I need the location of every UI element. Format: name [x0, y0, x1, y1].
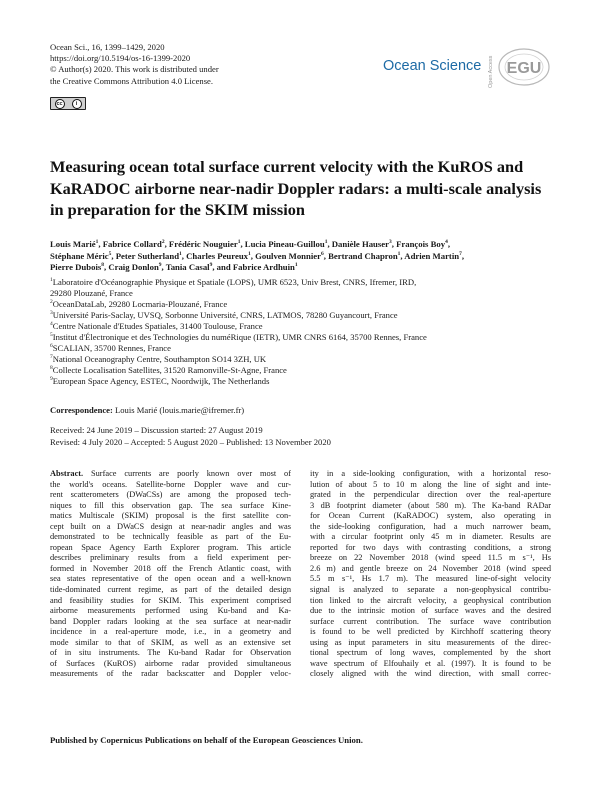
abstract-line: wave spectrum of Elfouhaily et al. (1997). It is found to be	[310, 658, 551, 668]
abstract-line: 3 dB footprint diameter (about 580 m). The Ka-band RADar	[310, 500, 551, 510]
author-list	[50, 239, 550, 274]
abstract-line: airborne measurements performed using Ku-band and Ka-	[50, 606, 291, 616]
affiliation: $^8$Collecte Localisation Satellites, 31520 Ramonville-St-Agne, France	[50, 365, 287, 375]
author: Louis Marié$^1$,	[50, 239, 103, 249]
author: Danièle Hauser$^3$,	[331, 239, 397, 249]
abstract-line: breeze on 22 November 2018 (wind speed 11.5 m s⁻¹, Hs	[310, 553, 551, 563]
author: Bertrand Chapron$^1$,	[328, 250, 405, 261]
abstract-line: sea states representative of the open ocean and a well-known	[50, 574, 291, 584]
abstract-line: mode similar to that of SKIM, as well as an extensive set	[50, 637, 291, 647]
affiliation: $^1$Laboratoire d'Océanographie Physique et Spatiale (LOPS), UMR 6523, Univ Brest, CNRS, Ifremer, IRD,	[50, 277, 417, 287]
author: Fabrice Collard$^2$,	[102, 239, 169, 249]
received-date-line: Received: 24 June 2019 – Discussion started: 27 August 2019	[50, 425, 263, 435]
abstract-line: of in situ instruments. The Ku-band Radar for Observation	[50, 648, 291, 658]
abstract-line: formed in November 2018 off the French Atlantic coast, with	[50, 563, 291, 573]
publisher-footer: Published by Copernicus Publications on behalf of the European Geosciences Union.	[50, 735, 363, 745]
abstract-line: matics Multiscale (SKIM) proposal is the first satellite con-	[50, 511, 291, 521]
cc-icon: cc	[56, 100, 63, 107]
author: and Fabrice Ardhuin$^1$	[216, 262, 298, 273]
author: Goulven Monnier$^6$,	[255, 250, 329, 261]
abstract-line: for Ocean Current (KaRADOC) system, also operating in	[310, 511, 551, 521]
affiliation: $^4$Centre Nationale d'Etudes Spatiales, 31400 Toulouse, France	[50, 321, 263, 331]
abstract-line: signal is analyzed to separate a non-geophysical contribu-	[310, 585, 551, 595]
author: Peter Sutherland$^1$,	[115, 250, 187, 261]
abstract-line: is found to be well predicted by Kirchhoff scattering theory	[310, 627, 551, 637]
author: Stéphane Méric$^5$,	[50, 250, 116, 261]
author: Frédéric Nouguier$^1$,	[168, 239, 245, 249]
doi-link[interactable]: https://doi.org/10.5194/os-16-1399-2020	[50, 53, 191, 64]
author: Tania Casal$^9$,	[165, 262, 217, 273]
publication-dates	[50, 425, 331, 448]
affiliation: $^6$SCALIAN, 35700 Rennes, France	[50, 343, 171, 353]
abstract-line: reported for two days with contrasting conditions, a strong	[310, 542, 551, 552]
abstract-line: tide-dominated current regime, as part of the detailed design	[50, 585, 291, 595]
author: Craig Donlon$^9$,	[108, 262, 166, 273]
egu-logo-icon	[498, 48, 550, 86]
abstract-line: 5.5 m s⁻¹, Hs 1.7 m). The measured line-of-sight velocity	[310, 574, 551, 584]
affiliations	[50, 277, 550, 387]
abstract-line: demonstrated to be technically feasible as part of the Eu-	[50, 532, 291, 542]
abstract-line: ity in a side-looking configuration, with a horizontal reso-	[310, 469, 551, 478]
copyright-line: © Author(s) 2020. This work is distributed under	[50, 64, 219, 75]
abstract-line: of Surfaces (KuROS) airborne radar provided simultaneous	[50, 658, 291, 668]
abstract-line: describes preliminary results from a field experiment per-	[50, 553, 291, 563]
abstract-line: using as input parameters in situ measurements of the direc-	[310, 637, 551, 647]
author: Lucia Pineau-Guillou$^1$,	[244, 239, 332, 249]
license-line: the Creative Commons Attribution 4.0 License.	[50, 75, 214, 86]
correspondence-label: Correspondence:	[50, 405, 113, 415]
abstract-line: due to the intrinsic motion of surface waves and the desired	[310, 606, 551, 616]
paper-title: Measuring ocean total surface current velocity with the KuROS and KaRADOC airborne near-nadir Doppler radars: a multi-scale analysis in preparation for the SKIM mission	[50, 157, 542, 219]
abstract-line: Abstract. Surface currents are poorly known over most of	[50, 469, 291, 478]
affiliation: $^9$European Space Agency, ESTEC, Noordwijk, The Netherlands	[50, 376, 270, 386]
abstract-line: grated in the perpendicular direction over the real-aperture	[310, 490, 551, 500]
abstract-line: ropean Space Agency Earth Explorer program. This article	[50, 542, 291, 552]
correspondence	[50, 405, 244, 415]
abstract-line: band Doppler radars looking at the sea surface at near-nadir	[50, 616, 291, 626]
author: Pierre Dubois$^8$,	[50, 262, 109, 273]
abstract-line: tion linked to the aircraft velocity, a geophysical contribution	[310, 595, 551, 605]
article-metadata	[50, 42, 219, 87]
abstract-line: with a circular footprint only 45 m in diameter. Results are	[310, 532, 551, 542]
author: Charles Peureux$^1$,	[186, 250, 256, 261]
open-access-label: Open Access	[488, 55, 494, 89]
affiliation: $^7$National Oceanography Centre, Southampton SO14 3ZH, UK	[50, 354, 267, 364]
abstract-line: surface current contribution. The surface wave contribution	[310, 616, 551, 626]
abstract-line: closely aligned with the wind direction, with small correc-	[310, 669, 551, 679]
attribution-person-icon: i	[72, 99, 82, 109]
published-date-line: Revised: 4 July 2020 – Accepted: 5 August 2020 – Published: 13 November 2020	[50, 436, 331, 447]
abstract-label: Abstract.	[50, 469, 91, 478]
abstract-line: 2.6 m) and gentle breeze on 24 November 2018 (wind speed	[310, 563, 551, 573]
affiliation: $^5$Institut d'Électronique et des Technologies du numéRique (IETR), UMR CNRS 6164, 35700 Rennes, France	[50, 332, 427, 342]
affiliation: $^3$Université Paris-Saclay, UVSQ, Sorbonne Université, CNRS, LATMOS, 78280 Guyancourt, France	[50, 310, 398, 320]
egu-logo-text: EGU	[506, 60, 542, 77]
abstract-line: the side-looking configuration, had a much narrower beam,	[310, 521, 551, 531]
abstract-line: the world's oceans. Satellite-borne Doppler wave and cur-	[50, 479, 291, 489]
cc-by-license-icon[interactable]	[50, 97, 86, 110]
journal-reference: Ocean Sci., 16, 1399–1429, 2020	[50, 42, 165, 52]
correspondence-contact[interactable]: Louis Marié (louis.marie@ifremer.fr)	[115, 405, 245, 415]
abstract-line: tional spectrum of long waves, complemented by the short	[310, 648, 551, 658]
abstract-line: rent scatterometers (DWaCSs) are among the proposed tech-	[50, 490, 291, 500]
abstract-line: incidence in a real-aperture mode, i.e., in a geometry and	[50, 627, 291, 637]
author: François Boy$^4$,	[396, 239, 450, 249]
abstract-line: niques to fill this observation gap. The sea surface Kine-	[50, 500, 291, 510]
abstract-line: and feasibility studies for SKIM. This experiment comprised	[50, 595, 291, 605]
author: Adrien Martin$^7$,	[404, 250, 464, 261]
abstract-line: measurements of the radar backscatter and Doppler veloc-	[50, 669, 291, 679]
abstract-line: cept built on a DWaCS design at near-nadir angles and was	[50, 521, 291, 531]
affiliation: $^2$OceanDataLab, 29280 Locmaria-Plouzané, France	[50, 299, 228, 309]
abstract-line: lution of about 5 to 10 m along the line of sight and inte-	[310, 479, 551, 489]
abstract-left-column	[50, 469, 291, 680]
affiliation: 29280 Plouzané, France	[50, 288, 133, 298]
abstract-right-column	[310, 469, 551, 680]
journal-name: Ocean Science	[383, 58, 482, 74]
